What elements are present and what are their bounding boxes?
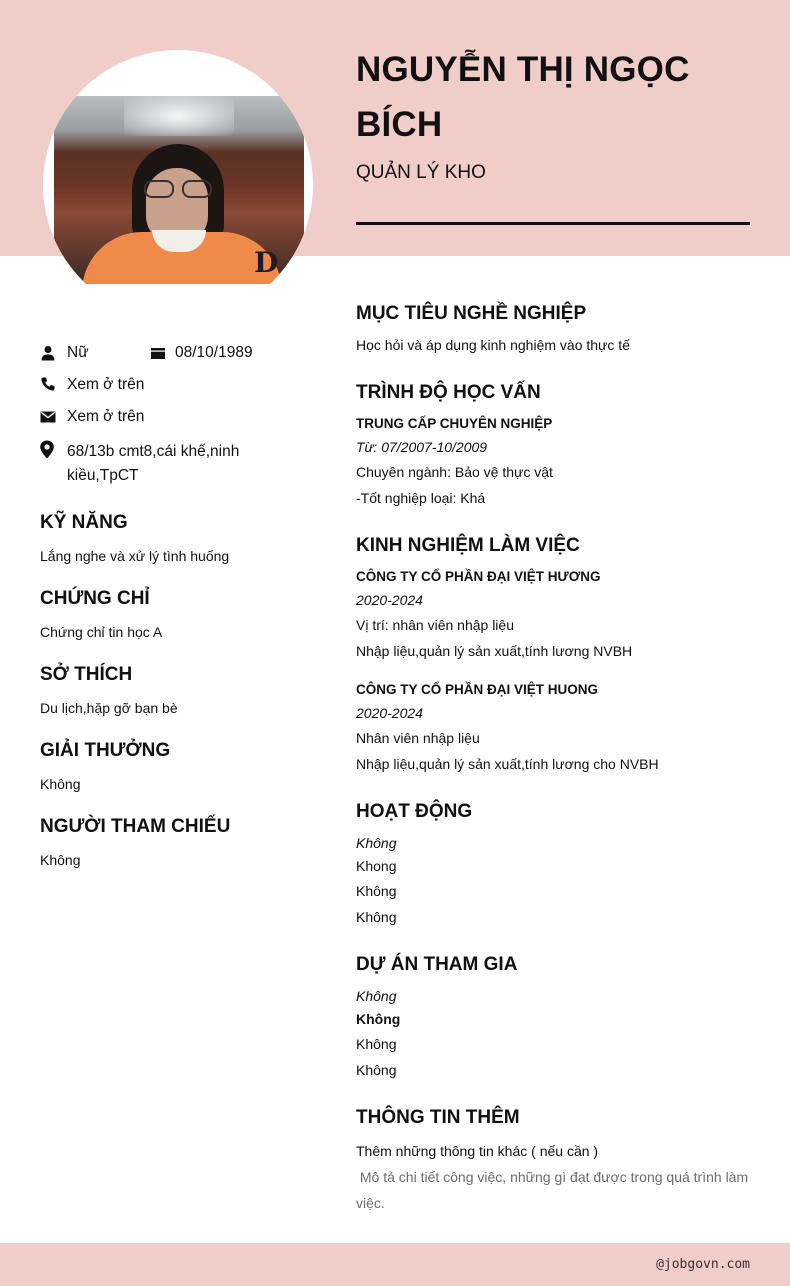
activities-line: Không	[356, 883, 397, 899]
birthdate-value: 08/10/1989	[175, 344, 253, 361]
job-description: Nhập liệu,quản lý sản xuất,tính lương cho NVBH	[356, 756, 659, 772]
email-value: Xem ở trên	[67, 408, 145, 425]
hobbies-title: SỞ THÍCH	[40, 664, 133, 685]
certificates-text: Chứng chỉ tin học A	[40, 624, 163, 640]
extra-info-description: Mô tả chi tiết công việc, những gì đạt được trong quá trình làm	[356, 1169, 749, 1185]
hobbies-text: Du lịch,hặp gỡ bạn bè	[40, 700, 178, 716]
certificates-title: CHỨNG CHỈ	[40, 588, 150, 609]
job-company: CÔNG TY CỔ PHẦN ĐẠI VIỆT HƯƠNG	[356, 569, 601, 584]
footer-brand: @jobgovn.com	[656, 1257, 750, 1272]
education-period: Từ: 07/2007-10/2009	[356, 439, 488, 455]
address-value: 68/13b cmt8,cái khế,ninh kiều,TpCT	[67, 443, 240, 484]
projects-italic: Không	[356, 988, 397, 1004]
projects-line: Không	[356, 1036, 397, 1052]
job-company: CÔNG TY CỔ PHẦN ĐẠI VIỆT HUONG	[356, 682, 599, 697]
awards-text: Không	[40, 776, 81, 792]
references-text: Không	[40, 852, 81, 868]
skills-title: KỸ NĂNG	[40, 512, 128, 533]
activities-title: HOẠT ĐỘNG	[356, 801, 473, 822]
candidate-role: QUẢN LÝ KHO	[356, 162, 486, 183]
activities-line: Khong	[356, 858, 397, 874]
job-position: Nhân viên nhập liệu	[356, 730, 480, 746]
name-divider	[356, 222, 750, 225]
extra-info-line: Thêm những thông tin khác ( nếu cần )	[356, 1143, 599, 1159]
objective-title: MỤC TIÊU NGHỀ NGHIỆP	[356, 303, 587, 324]
awards-title: GIẢI THƯỞNG	[40, 740, 171, 761]
education-grade: -Tốt nghiệp loại: Khá	[356, 490, 486, 506]
projects-title: DỰ ÁN THAM GIA	[356, 954, 518, 975]
objective-text: Học hỏi và áp dụng kinh nghiệm vào thực tế	[356, 337, 630, 353]
education-school: TRUNG CẤP CHUYÊN NGHIỆP	[356, 416, 553, 431]
phone-icon	[40, 376, 56, 392]
references-title: NGƯỜI THAM CHIẾU	[40, 816, 231, 837]
job-position: Vị trí: nhân viên nhập liệu	[356, 617, 514, 633]
location-pin-icon	[39, 440, 55, 459]
experience-title: KINH NGHIỆM LÀM VIỆC	[356, 535, 580, 556]
activities-italic: Không	[356, 835, 397, 851]
extra-info-title: THÔNG TIN THÊM	[356, 1107, 520, 1128]
projects-bold: Không	[356, 1011, 401, 1027]
calendar-icon	[150, 345, 166, 361]
education-major: Chuyên ngành: Bảo vệ thực vật	[356, 464, 553, 480]
person-icon	[40, 345, 56, 361]
email-icon	[40, 409, 56, 425]
candidate-name: NGUYỄN THỊ NGỌC BÍCH	[356, 50, 690, 144]
job-period: 2020-2024	[356, 705, 423, 721]
job-period: 2020-2024	[356, 592, 423, 608]
gender-value: Nữ	[67, 344, 89, 361]
job-description: Nhập liệu,quản lý sản xuất,tính lương NVBH	[356, 643, 633, 659]
profile-photo: D	[54, 96, 304, 284]
education-title: TRÌNH ĐỘ HỌC VẤN	[356, 382, 541, 403]
activities-line: Không	[356, 909, 397, 925]
phone-value: Xem ở trên	[67, 376, 145, 393]
extra-info-description: việc.	[356, 1195, 385, 1211]
skills-text: Lắng nghe và xử lý tình huống	[40, 548, 230, 564]
projects-line: Không	[356, 1062, 397, 1078]
avatar	[43, 50, 313, 320]
